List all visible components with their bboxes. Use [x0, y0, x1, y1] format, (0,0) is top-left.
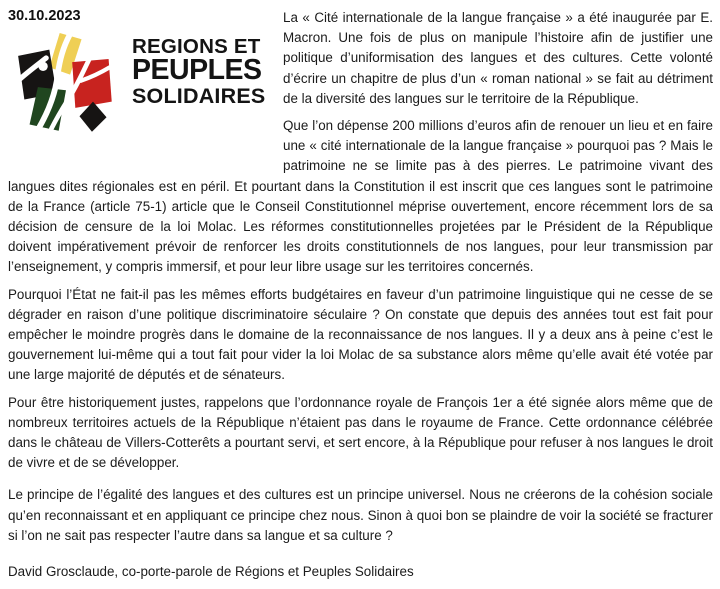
- signature-line: David Grosclaude, co-porte-parole de Régions et Peuples Solidaires: [8, 564, 414, 580]
- header-block: [8, 8, 283, 173]
- logo-wordmark-line3: SOLIDAIRES: [132, 84, 266, 108]
- document-date: 30.10.2023: [8, 8, 81, 24]
- logo-wordmark: [132, 37, 265, 109]
- body-paragraph-3: Pourquoi l’État ne fait-il pas les mêmes efforts budgétaires en faveur d’un patrimoine linguistique qui ne cesse de se dégrader en raison d’une politique discriminatoire séculaire ? On constate que depuis des années tout est fait pour empêcher le moindre progrès dans le domaine de la reconnaissance de nos langues. Il y a deux ans à peine c’est le gouvernement lui-même qui a tout fait pour vider la loi Molac de sa substance alors même qu’elle avait été votée par une large majorité de députés et de sénateurs.: [8, 286, 713, 383]
- body-paragraph-5: Le principe de l’égalité des langues et des cultures est un principe universel. Nous ne créerons de la cohésion sociale qu’en reconnaissant et en appliquant ce principe chez nous. Sinon à quoi bon se plaindre de voir la société se fracturer si l’on ne sait pas respecter l’autre dans sa langue et sa culture ?: [8, 487, 713, 543]
- body-paragraph-2: Que l’on dépense 200 millions d’euros afin de renouer un lieu et en faire une « cité internationale de la langue française » pourquoi pas ? Mais le patrimoine ne se limite pas à des pierres. Le patrimoine vivant des langues dites régionales est en péril. Et pourtant dans la Constitution il est inscrit que ces langues sont le patrimoine de la France (article 75-1) article que le Conseil Constitutionnel méprise ouvertement, encore récemment lors de sa décision de censure de la loi Molac. Les réformes constitutionnelles projetées par le Président de la République doivent impérativement prévoir de renforcer les droits constitutionnels de nos langues, pour leur transmission par l’enseignement, y compris immersif, et pour leur libre usage sur les territoires concernés.: [8, 118, 713, 275]
- logo-figure-head: [38, 62, 47, 71]
- body-paragraph-4: Pour être historiquement justes, rappelons que l’ordonnance royale de François 1er a été signée alors même que de nombreux territoires actuels de la République n’étaient pas dans le royaume de France. Cette ordonnance célébrée dans le château de Villers-Cotterêts a pourtant servi, et sert encore, à la République pour refuser à nos langues le droit de vivre et de se développer.: [8, 394, 713, 471]
- rps-logo-icon: [15, 33, 119, 137]
- logo-wordmark-line2: PEUPLES: [132, 54, 262, 86]
- logo-wordmark-line1: REGIONS ET: [132, 35, 261, 58]
- rps-logo: [8, 33, 283, 173]
- logo-figure-head-2: [63, 76, 70, 83]
- body-paragraph-1: La « Cité internationale de la langue française » a été inaugurée par E. Macron. Une fois de plus on manipule l’histoire afin de justifier une politique d’uniformisation des langues et des cultures. Cette volonté d’écrire un chapitre de plus d’un « roman national » se fait au détriment de la diversité des langues sur le territoire de la République.: [283, 10, 713, 106]
